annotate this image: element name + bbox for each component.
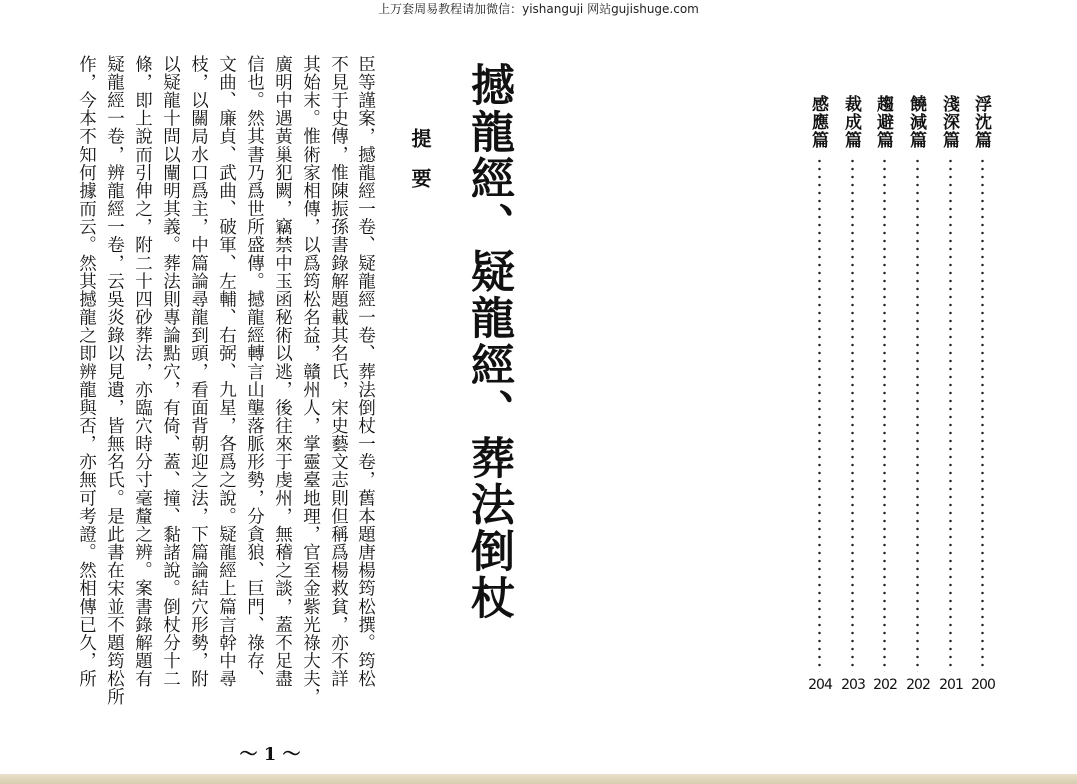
toc-entry-page: 202 <box>906 677 930 693</box>
body-column-7: 枝，以關局水口爲主，中篇論尋龍到頭，看面背朝迎之法，下篇論結穴形勢，附 <box>188 55 209 688</box>
toc-entry-name: 浮沈篇 <box>971 95 991 149</box>
toc-entry-name: 淺深篇 <box>939 95 959 149</box>
body-column-2: 不見于史傳，惟陳振孫書錄解題載其名氏，宋史藝文志則但稱爲楊救貧，亦不詳 <box>328 55 349 688</box>
toc-entry-page: 201 <box>939 677 963 693</box>
toc-entry <box>842 95 864 700</box>
body-column-11: 作，今本不知何據而云。然其撼龍之即辨龍與否，亦無可考證。然相傳已久，所 <box>76 55 97 688</box>
toc-leader-dots <box>916 157 919 672</box>
body-column-5: 信也。然其書乃爲世所盛傳。撼龍經轉言山壟落脈形勢，分貪狼、巨門、祿存、 <box>244 55 265 688</box>
toc-entry-page: 202 <box>873 677 897 693</box>
body-column-10: 疑龍經一卷，辨龍經一卷，云吳炎錄以見遺，皆無名氏。是此書在宋並不題筠松所 <box>104 55 125 706</box>
toc-leader-dots <box>851 157 854 672</box>
toc-entry <box>809 95 831 700</box>
toc-entry <box>940 95 962 700</box>
toc-entry-name: 裁成篇 <box>841 95 861 149</box>
body-column-4: 廣明中遇黃巢犯闕，竊禁中玉函秘術以逃，後往來于虔州，無稽之談，蓋不足盡 <box>272 55 293 688</box>
page-number: ～ 1 ～ <box>239 744 301 765</box>
toc-entry-page: 203 <box>841 677 865 693</box>
section-heading: 提要 <box>408 128 432 208</box>
body-column-6: 文曲、廉貞、武曲、破軍、左輔、右弼、九星，各爲之說。疑龍經上篇言幹中尋 <box>216 55 237 688</box>
body-column-1: 臣等謹案，撼龍經一卷、疑龍經一卷、葬法倒杖一卷，舊本題唐楊筠松撰。筠松 <box>355 55 376 688</box>
toc-leader-dots <box>883 157 886 672</box>
toc-leader-dots <box>949 157 952 672</box>
toc-entry <box>907 95 929 700</box>
toc-entry <box>874 95 896 700</box>
book-title: 撼龍經、疑龍經、葬法倒杖 <box>463 62 514 622</box>
body-column-3: 其始末。惟術家相傳，以爲筠松名益，贛州人，掌靈臺地理，官至金紫光祿大夫， <box>300 55 321 706</box>
page-bottom-edge <box>0 774 1077 784</box>
toc-entry-name: 感應篇 <box>808 95 828 149</box>
toc-entry-page: 200 <box>971 677 995 693</box>
watermark-text: 上万套周易教程请加微信：yishanguji 网站gujishuge.com <box>378 2 699 16</box>
body-column-9: 條，即上說而引伸之，附二十四砂葬法，亦臨穴時分寸毫釐之辨。案書錄解題有 <box>132 55 153 688</box>
toc-leader-dots <box>818 157 821 672</box>
toc-entry-name: 饒減篇 <box>906 95 926 149</box>
toc-entry-name: 趨避篇 <box>873 95 893 149</box>
body-column-8: 以疑龍十問以闡明其義。葬法則專論點穴，有倚、蓋、撞、黏諸說。倒杖分十二 <box>160 55 181 688</box>
toc-entry-page: 204 <box>808 677 832 693</box>
toc-entry <box>972 95 994 700</box>
toc-leader-dots <box>981 157 984 672</box>
